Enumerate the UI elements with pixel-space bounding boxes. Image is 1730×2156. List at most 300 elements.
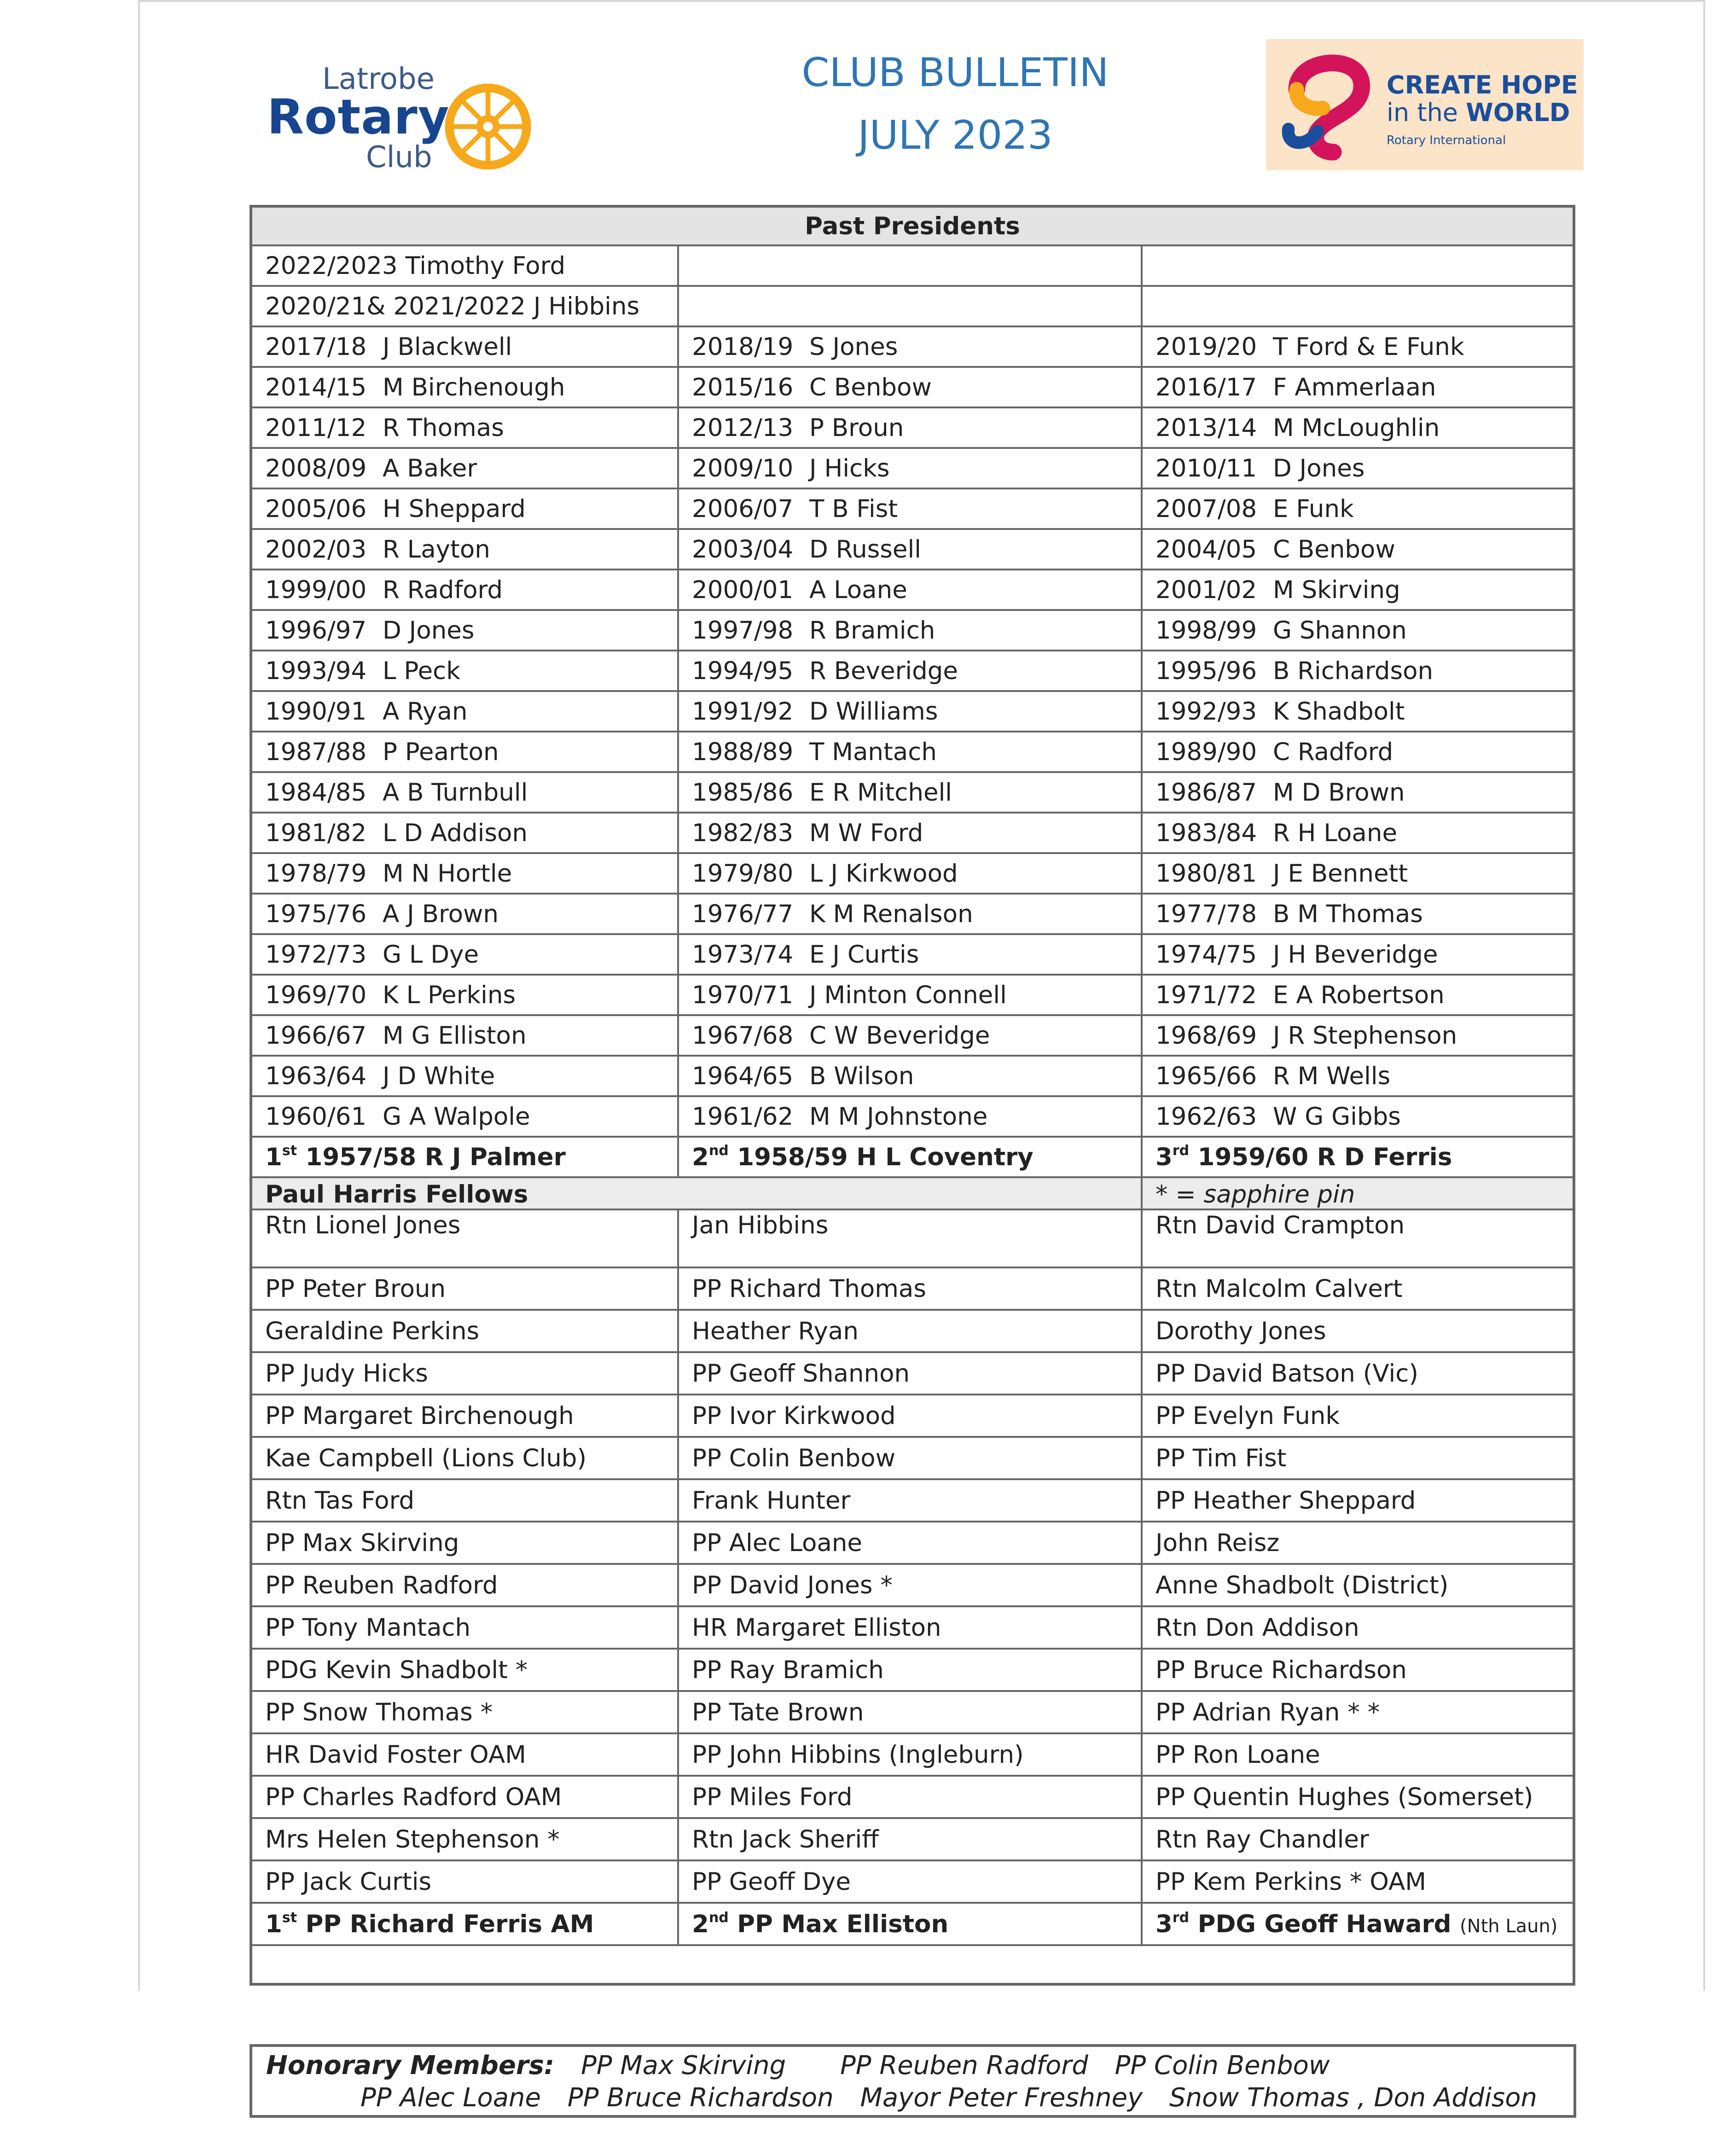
founding-fellow-text: PP Richard Ferris AM: [297, 1910, 594, 1938]
president-year: 1990/91: [265, 697, 367, 726]
president-year: 1968/69: [1155, 1021, 1257, 1050]
president-cell: [1142, 1015, 1574, 1056]
president-cell: [678, 326, 1142, 367]
fellow-cell: PP Charles Radford OAM: [251, 1776, 678, 1818]
past-presidents-table: [250, 205, 1575, 1986]
founding-president-text: 1958/59 H L Coventry: [728, 1143, 1033, 1171]
honorary-member: PP Alec Loane: [360, 2083, 541, 2113]
empty-cell: [678, 286, 1142, 326]
president-year: 1975/76: [265, 900, 367, 928]
president-cell: [1142, 570, 1574, 610]
fellow-row: [251, 1310, 1574, 1352]
president-year: 2010/11: [1155, 454, 1257, 482]
founding-president-cell: [1142, 1137, 1574, 1177]
president-name: A J Brown: [383, 900, 499, 928]
president-cell: [678, 488, 1142, 529]
president-name: C Radford: [1273, 738, 1393, 766]
president-cell: [1142, 367, 1574, 407]
fellow-row: [251, 1733, 1574, 1776]
president-name: D Jones: [383, 616, 475, 645]
president-cell: [1142, 1096, 1574, 1137]
ordinal-suffix: rd: [1172, 1909, 1190, 1926]
president-year: 2014/15: [265, 373, 367, 401]
bulletin-title-line1: CLUB BULLETIN: [801, 50, 1109, 96]
president-year: 2008/09: [265, 454, 367, 482]
president-year: 1974/75: [1155, 940, 1257, 969]
president-year: 1962/63: [1155, 1102, 1257, 1131]
president-name: C Benbow: [809, 373, 932, 401]
president-name: T B Fist: [809, 494, 898, 523]
president-name: K L Perkins: [383, 981, 516, 1009]
president-cell: [1142, 1056, 1574, 1096]
fellow-cell: Rtn Malcolm Calvert: [1142, 1267, 1574, 1310]
president-cell: [251, 772, 678, 813]
president-name: E R Mitchell: [809, 778, 952, 807]
fellow-row: [251, 1818, 1574, 1860]
president-name: S Jones: [809, 332, 898, 361]
president-name: A Ryan: [383, 697, 468, 726]
fellow-row: [251, 1564, 1574, 1606]
fellow-row: [251, 1437, 1574, 1479]
president-name: D Williams: [809, 697, 938, 726]
honorary-member: PP Colin Benbow: [1115, 2051, 1330, 2080]
president-year: 1961/62: [692, 1102, 794, 1131]
president-name: C Benbow: [1273, 535, 1395, 564]
fellow-cell: PP Miles Ford: [678, 1776, 1142, 1818]
president-cell: [1142, 975, 1574, 1015]
president-cell: [678, 407, 1142, 448]
president-cell: [678, 448, 1142, 488]
president-row: [251, 286, 1574, 326]
president-year: 1996/97: [265, 616, 367, 645]
logo-text-rotary: Rotary: [267, 89, 450, 145]
president-cell: [1142, 691, 1574, 732]
president-name: K Shadbolt: [1273, 697, 1405, 726]
president-name: A Baker: [383, 454, 477, 482]
president-cell: [251, 326, 678, 367]
fellow-cell: HR Margaret Elliston: [678, 1606, 1142, 1649]
president-row: [251, 691, 1574, 732]
ordinal: 2: [692, 1910, 709, 1938]
fellow-cell: Dorothy Jones: [1142, 1310, 1574, 1352]
fellow-cell: PP Snow Thomas *: [251, 1691, 678, 1733]
president-row: [251, 772, 1574, 813]
president-row: [251, 407, 1574, 448]
founding-president-cell: [678, 1137, 1142, 1177]
president-year: 1989/90: [1155, 738, 1257, 766]
fellow-cell: PP Ray Bramich: [678, 1649, 1142, 1691]
president-name: J R Stephenson: [1273, 1021, 1457, 1050]
president-name: E A Robertson: [1273, 981, 1445, 1009]
president-year: 1992/93: [1155, 697, 1257, 726]
president-year: 1966/67: [265, 1021, 367, 1050]
president-name: B Richardson: [1273, 657, 1434, 685]
president-year: 1976/77: [692, 900, 794, 928]
president-name: P Broun: [809, 413, 904, 442]
president-cell: [678, 367, 1142, 407]
president-cell: [678, 651, 1142, 691]
president-name: E J Curtis: [809, 940, 919, 969]
president-year: 2011/12: [265, 413, 367, 442]
president-year: 2002/03: [265, 535, 367, 564]
president-name: M W Ford: [809, 819, 923, 847]
president-year: 1987/88: [265, 738, 367, 766]
honorary-member: PP Max Skirving: [581, 2051, 786, 2080]
president-cell: [1142, 407, 1574, 448]
president-name: J H Beveridge: [1273, 940, 1438, 969]
president-row: [251, 1096, 1574, 1137]
president-name: R Layton: [383, 535, 490, 564]
president-year: 2003/04: [692, 535, 794, 564]
president-name: R H Loane: [1273, 819, 1398, 847]
president-row: [251, 488, 1574, 529]
president-year: 2001/02: [1155, 575, 1257, 604]
fellow-cell: PP Alec Loane: [678, 1522, 1142, 1564]
president-year: 1960/61: [265, 1102, 367, 1131]
fellow-cell: Anne Shadbolt (District): [1142, 1564, 1574, 1606]
fellow-cell: PP Ivor Kirkwood: [678, 1395, 1142, 1437]
president-cell: 2022/2023 Timothy Ford: [251, 245, 678, 286]
president-name: M G Elliston: [383, 1021, 527, 1050]
president-year: 2004/05: [1155, 535, 1257, 564]
president-name: D Russell: [809, 535, 921, 564]
president-name: R Radford: [383, 575, 503, 604]
fellow-row: [251, 1522, 1574, 1564]
president-row: [251, 529, 1574, 570]
ordinal-suffix: st: [282, 1909, 297, 1926]
honorary-member: Snow Thomas , Don Addison: [1169, 2083, 1537, 2113]
president-year: 2005/06: [265, 494, 367, 523]
president-year: 2013/14: [1155, 413, 1257, 442]
president-name: J E Bennett: [1273, 859, 1408, 888]
president-cell: [1142, 488, 1574, 529]
president-cell: [251, 853, 678, 894]
president-year: 2009/10: [692, 454, 794, 482]
president-name: A B Turnbull: [383, 778, 528, 807]
fellow-cell: Rtn Don Addison: [1142, 1606, 1574, 1649]
fellow-cell: PP Max Skirving: [251, 1522, 678, 1564]
president-name: G A Walpole: [383, 1102, 530, 1131]
president-cell: [251, 1096, 678, 1137]
fellow-cell: Rtn David Crampton: [1142, 1209, 1574, 1267]
president-cell: [251, 407, 678, 448]
president-cell: [1142, 894, 1574, 934]
honorary-members-label: Honorary Members:: [266, 2051, 555, 2080]
fellow-cell: PP Richard Thomas: [678, 1267, 1142, 1310]
founding-fellow-cell: [251, 1903, 678, 1945]
president-name: L Peck: [383, 657, 460, 685]
president-name: M M Johnstone: [809, 1102, 988, 1131]
ordinal-suffix: nd: [708, 1909, 729, 1926]
president-name: L J Kirkwood: [809, 859, 958, 888]
president-row: [251, 732, 1574, 772]
president-year: 2006/07: [692, 494, 794, 523]
fellow-cell: PP David Jones *: [678, 1564, 1142, 1606]
fellow-cell: Rtn Tas Ford: [251, 1479, 678, 1522]
ordinal: 1: [265, 1143, 282, 1171]
fellow-cell: PP Margaret Birchenough: [251, 1395, 678, 1437]
president-cell: [678, 772, 1142, 813]
president-cell: [678, 813, 1142, 853]
fellow-cell: John Reisz: [1142, 1522, 1574, 1564]
president-cell: [678, 529, 1142, 570]
president-year: 1970/71: [692, 981, 794, 1009]
president-year: 2015/16: [692, 373, 794, 401]
president-name: G Shannon: [1273, 616, 1407, 645]
president-cell: [678, 691, 1142, 732]
honorary-member: Mayor Peter Freshney: [860, 2083, 1143, 2113]
fellow-cell: PP Ron Loane: [1142, 1733, 1574, 1776]
president-name: D Jones: [1273, 454, 1365, 482]
fellow-cell: PP Tate Brown: [678, 1691, 1142, 1733]
president-cell: [1142, 934, 1574, 975]
president-cell: [1142, 772, 1574, 813]
fellow-cell: Rtn Lionel Jones: [251, 1209, 678, 1267]
bulletin-title-line2: JULY 2023: [858, 112, 1053, 158]
president-name: T Ford & E Funk: [1273, 332, 1464, 361]
fellow-cell: Geraldine Perkins: [251, 1310, 678, 1352]
fellow-cell: PP Evelyn Funk: [1142, 1395, 1574, 1437]
ordinal: 3: [1155, 1910, 1173, 1938]
fellow-cell: PP Geoff Shannon: [678, 1352, 1142, 1395]
founding-fellow-cell: [1142, 1903, 1574, 1945]
president-year: 1978/79: [265, 859, 367, 888]
fellow-cell: Jan Hibbins: [678, 1209, 1142, 1267]
president-cell: [1142, 651, 1574, 691]
president-name: M N Hortle: [383, 859, 512, 888]
president-cell: [678, 1056, 1142, 1096]
founding-fellow-text: PDG Geoff Haward: [1189, 1910, 1460, 1938]
president-year: 1971/72: [1155, 981, 1257, 1009]
president-year: 1973/74: [692, 940, 794, 969]
president-year: 1991/92: [692, 697, 794, 726]
founding-fellow-cell: [678, 1903, 1142, 1945]
president-cell: [678, 570, 1142, 610]
fellow-cell: PP Geoff Dye: [678, 1860, 1142, 1903]
fellow-cell: PP Jack Curtis: [251, 1860, 678, 1903]
president-cell: [678, 975, 1142, 1015]
president-row: [251, 813, 1574, 853]
president-name: C W Beveridge: [809, 1021, 990, 1050]
president-cell: [678, 732, 1142, 772]
ordinal: 1: [265, 1910, 282, 1938]
president-name: M McLoughlin: [1273, 413, 1440, 442]
honorary-member: PP Reuben Radford: [840, 2051, 1088, 2080]
president-year: 2007/08: [1155, 494, 1257, 523]
president-name: M D Brown: [1273, 778, 1405, 807]
founding-fellows-row: [251, 1903, 1574, 1945]
president-name: T Mantach: [809, 738, 937, 766]
badge-line3: Rotary International: [1387, 134, 1506, 147]
founding-president-cell: [251, 1137, 678, 1177]
president-year: 1972/73: [265, 940, 367, 969]
president-year: 2019/20: [1155, 332, 1257, 361]
president-year: 1999/00: [265, 575, 367, 604]
fellow-row: [251, 1395, 1574, 1437]
president-year: 1997/98: [692, 616, 794, 645]
logo-text-latrobe: Latrobe: [322, 62, 435, 96]
president-year: 1983/84: [1155, 819, 1257, 847]
president-cell: [1142, 732, 1574, 772]
president-cell: [251, 934, 678, 975]
president-cell: [678, 934, 1142, 975]
president-name: R M Wells: [1273, 1062, 1391, 1090]
president-name: P Pearton: [383, 738, 499, 766]
president-year: 1963/64: [265, 1062, 367, 1090]
logo-text-club: Club: [366, 140, 432, 174]
president-row: [251, 610, 1574, 651]
president-row: [251, 651, 1574, 691]
fellow-cell: PP Judy Hicks: [251, 1352, 678, 1395]
president-cell: [1142, 529, 1574, 570]
president-year: 1969/70: [265, 981, 367, 1009]
ordinal: 3: [1155, 1143, 1173, 1171]
fellow-cell: HR David Foster OAM: [251, 1733, 678, 1776]
president-year: 1994/95: [692, 657, 794, 685]
ordinal: 2: [692, 1143, 709, 1171]
fellow-cell: PP Colin Benbow: [678, 1437, 1142, 1479]
president-cell: [1142, 610, 1574, 651]
fellow-row: [251, 1209, 1574, 1267]
president-cell: [251, 651, 678, 691]
president-cell: [678, 853, 1142, 894]
fellow-row: [251, 1860, 1574, 1903]
president-name: M Birchenough: [383, 373, 565, 401]
president-row: [251, 570, 1574, 610]
president-cell: [251, 610, 678, 651]
past-presidents-header-row: [251, 206, 1574, 245]
fellow-cell: Heather Ryan: [678, 1310, 1142, 1352]
empty-cell: [678, 245, 1142, 286]
badge-line1: CREATE HOPE: [1387, 70, 1578, 99]
president-year: 1979/80: [692, 859, 794, 888]
fellow-cell: PP Bruce Richardson: [1142, 1649, 1574, 1691]
president-cell: [678, 894, 1142, 934]
fellow-row: [251, 1479, 1574, 1522]
president-year: 1986/87: [1155, 778, 1257, 807]
sapphire-pin-note: * = sapphire pin: [1142, 1177, 1574, 1209]
fellow-row: [251, 1352, 1574, 1395]
president-name: E Funk: [1273, 494, 1354, 523]
president-cell: [251, 1015, 678, 1056]
president-year: 1988/89: [692, 738, 794, 766]
paul-harris-header-row: [251, 1177, 1574, 1209]
fellow-cell: PP David Batson (Vic): [1142, 1352, 1574, 1395]
president-name: W G Gibbs: [1273, 1102, 1401, 1131]
ordinal-suffix: nd: [708, 1142, 729, 1159]
paul-harris-heading: Paul Harris Fellows: [251, 1177, 1142, 1209]
president-cell: [251, 1056, 678, 1096]
empty-cell: [251, 1945, 1574, 1984]
president-name: A Loane: [809, 575, 907, 604]
president-name: J Hicks: [809, 454, 890, 482]
empty-row: [251, 1945, 1574, 1984]
fellow-cell: PP Tim Fist: [1142, 1437, 1574, 1479]
past-presidents-heading: Past Presidents: [251, 206, 1574, 245]
president-row: [251, 1015, 1574, 1056]
fellow-cell: PP Kem Perkins * OAM: [1142, 1860, 1574, 1903]
empty-cell: [1142, 286, 1574, 326]
president-name: H Sheppard: [383, 494, 526, 523]
president-year: 1981/82: [265, 819, 367, 847]
president-cell: [251, 529, 678, 570]
president-year: 2000/01: [692, 575, 794, 604]
honorary-members-box: [250, 2044, 1576, 2118]
president-name: K M Renalson: [809, 900, 973, 928]
empty-cell: [1142, 245, 1574, 286]
ordinal-suffix: rd: [1172, 1142, 1190, 1159]
president-year: 2017/18: [265, 332, 367, 361]
founding-presidents-row: [251, 1137, 1574, 1177]
fellow-cell: Rtn Ray Chandler: [1142, 1818, 1574, 1860]
fellow-cell: PP Peter Broun: [251, 1267, 678, 1310]
rotary-club-logo: [267, 62, 552, 177]
president-name: J Blackwell: [383, 332, 512, 361]
president-cell: [678, 1096, 1142, 1137]
ordinal-suffix: st: [282, 1142, 297, 1159]
president-cell: [251, 488, 678, 529]
fellow-cell: PP Quentin Hughes (Somerset): [1142, 1776, 1574, 1818]
president-cell: 2020/21& 2021/2022 J Hibbins: [251, 286, 678, 326]
president-name: J Minton Connell: [809, 981, 1007, 1009]
president-cell: [1142, 448, 1574, 488]
president-year: 1982/83: [692, 819, 794, 847]
president-row: [251, 894, 1574, 934]
fellow-cell: PP Heather Sheppard: [1142, 1479, 1574, 1522]
president-name: M Skirving: [1273, 575, 1400, 604]
president-cell: [251, 894, 678, 934]
president-cell: [251, 570, 678, 610]
president-row: [251, 326, 1574, 367]
president-year: 1984/85: [265, 778, 367, 807]
founding-president-text: 1959/60 R D Ferris: [1189, 1143, 1452, 1171]
president-row: [251, 853, 1574, 894]
founding-president-text: 1957/58 R J Palmer: [297, 1143, 566, 1171]
fellow-cell: PP Reuben Radford: [251, 1564, 678, 1606]
president-year: 1965/66: [1155, 1062, 1257, 1090]
fellow-row: [251, 1267, 1574, 1310]
founding-fellow-text: PP Max Elliston: [728, 1910, 949, 1938]
fellow-cell: PP John Hibbins (Ingleburn): [678, 1733, 1142, 1776]
fellow-cell: PP Tony Mantach: [251, 1606, 678, 1649]
president-year: 1995/96: [1155, 657, 1257, 685]
president-row: [251, 934, 1574, 975]
president-name: G L Dye: [383, 940, 479, 969]
president-name: B Wilson: [809, 1062, 914, 1090]
fellow-cell: Mrs Helen Stephenson *: [251, 1818, 678, 1860]
president-row: [251, 367, 1574, 407]
president-cell: [1142, 813, 1574, 853]
president-year: 1998/99: [1155, 616, 1257, 645]
fellow-row: [251, 1606, 1574, 1649]
president-cell: [251, 813, 678, 853]
president-name: R Bramich: [809, 616, 935, 645]
president-year: 1980/81: [1155, 859, 1257, 888]
president-row: [251, 245, 1574, 286]
president-year: 2012/13: [692, 413, 794, 442]
president-cell: [251, 732, 678, 772]
location-note: (Nth Laun): [1460, 1915, 1558, 1937]
president-year: 1967/68: [692, 1021, 794, 1050]
president-cell: [678, 610, 1142, 651]
president-name: J D White: [383, 1062, 495, 1090]
president-cell: [1142, 853, 1574, 894]
president-row: [251, 448, 1574, 488]
honorary-members-row1: [266, 2051, 1330, 2080]
badge-line2: in the WORLD: [1387, 98, 1570, 127]
president-name: R Beveridge: [809, 657, 958, 685]
president-year: 1993/94: [265, 657, 367, 685]
